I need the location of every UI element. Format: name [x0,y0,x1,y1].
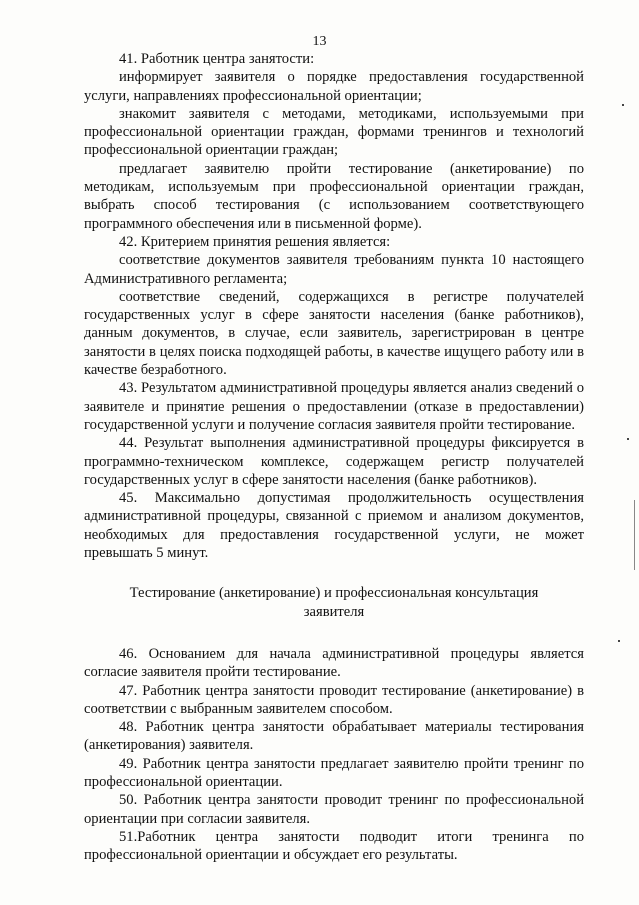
scan-artifact-dot [622,104,624,106]
paragraph-49: 49. Работник центра занятости предлагает заявителю пройти тренинг по профессиональной ориентации. [84,755,584,790]
paragraph-43: 43. Результатом административной процедуры является анализ сведений о заявителе и принятие решения о предоставлении (отказе в предоставлении) государственной услуги и получение согласия заявителя пройти тестирование. [84,380,584,433]
section-title: Тестирование (анкетирование) и профессиональная консультация заявителя [129,585,539,620]
scan-artifact-dot [618,640,620,642]
scan-artifact-dot [627,438,629,440]
paragraph-50: 50. Работник центра занятости проводит тренинг по профессиональной ориентации при согласии заявителя. [84,792,584,827]
scan-artifact-line [634,500,635,570]
paragraph-48: 48. Работник центра занятости обрабатывает материалы тестирования (анкетирования) заявителя. [84,719,584,754]
paragraph-45: 45. Максимально допустимая продолжительность осуществления административной процедуры, связанной с приемом и анализом документов, необходимых для предоставления государственной услуги, не может превышать 5 минут. [84,490,584,562]
paragraph-44: 44. Результат выполнения административной процедуры фиксируется в программно-техническом комплексе, содержащем регистр получателей государственных услуг в сфере занятости населения (банке работников). [84,435,584,488]
paragraph-41-item-1: информирует заявителя о порядке предоставления государственной услуги, направлениях профессиональной ориентации; [84,69,584,104]
paragraph-46: 46. Основанием для начала административной процедуры является согласие заявителя пройти тестирование. [84,645,584,681]
paragraph-41-heading: 41. Работник центра занятости: [119,51,315,67]
paragraph-47: 47. Работник центра занятости проводит тестирование (анкетирование) в соответствии с выбранным заявителем способом. [84,682,584,717]
paragraph-42-heading: 42. Критерием принятия решения является: [119,233,391,250]
document-body [84,50,584,864]
paragraph-41-item-2: знакомит заявителя с методами, методиками, используемыми при профессиональной ориентации граждан, формами тренингов и технологий профессиональной ориентации граждан; [84,105,584,159]
paragraph-42-item-1: соответствие документов заявителя требованиям пункта 10 настоящего Административного регламента; [84,252,584,287]
paragraph-51: 51.Работник центра занятости подводит итоги тренинга по профессиональной ориентации и обсуждает его результаты. [84,828,584,864]
paragraph-41-item-3: предлагает заявителю пройти тестирование (анкетирование) по методикам, используемым при профессиональной ориентации граждан, выбрать способ тестирования (с использованием соответствующего программного обеспечения или в письменной форме). [84,160,584,232]
page-number: 13 [312,34,327,49]
paragraph-42-item-2: соответствие сведений, содержащихся в регистре получателей государственных услуг в сфере занятости населения (банке работников), данным документов, в случае, если заявитель, зарегистрирован в центре занятости в целях поиска подходящей работы, в качестве ищущего работу или в качестве безработного. [84,288,584,379]
